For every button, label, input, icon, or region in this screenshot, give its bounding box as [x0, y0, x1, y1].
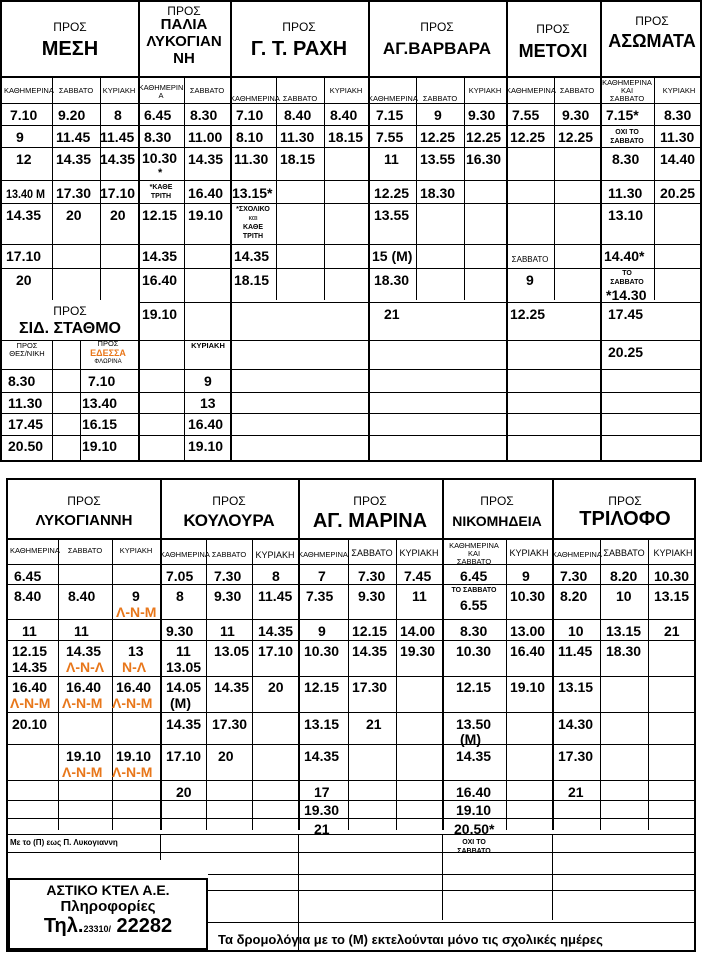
time-cell: 8	[114, 107, 122, 123]
time-cell: 8.30	[190, 107, 218, 123]
time-cell: 19.10	[456, 802, 492, 818]
time-cell: 7.30	[358, 568, 386, 584]
time-cell: 8.40	[14, 588, 42, 604]
time-cell: 12.15	[304, 679, 340, 695]
time-cell: 14.40	[660, 151, 696, 167]
time-cell: 16.40	[188, 416, 224, 432]
day-label: ΚΑΘΗΜΕΡΙΝΑ	[10, 546, 60, 555]
time-cell: 11.45	[56, 129, 91, 145]
time-cell: 8.40	[284, 107, 312, 123]
time-cell: 17.30	[56, 185, 92, 201]
time-cell: 11.00	[188, 129, 223, 145]
bottom-timetable	[6, 478, 696, 952]
sub-header-thess: ΠΡΟΣ ΘΕΣ/ΝΙΚΗ	[9, 341, 45, 358]
time-cell: 17.30	[352, 679, 388, 695]
day-label: ΚΑΘΗΜΕΡΙΝ Α	[138, 83, 184, 100]
time-cell: 20	[110, 207, 126, 223]
time-cell: 9	[434, 107, 442, 123]
footnote-p: Με το (Π) εως Π. Λυκογιαννη	[10, 838, 118, 847]
time-cell: 16.40	[66, 679, 102, 695]
time-cell: 19.30	[400, 643, 436, 659]
day-label: ΣΑΒΒΑΤΟ	[422, 94, 458, 103]
time-cell: 12.15	[142, 207, 178, 223]
time-cell: 13.40	[82, 395, 118, 411]
info-box	[8, 878, 208, 950]
header-pros: ΠΡΟΣ	[67, 494, 101, 508]
time-cell: 19.10	[82, 438, 118, 454]
route-code: Λ-Ν-Μ	[62, 764, 103, 780]
header-asomata: ΑΣΩΜΑΤΑ	[608, 31, 696, 51]
time-cell: 13.15	[304, 716, 340, 732]
time-cell: 10	[568, 623, 584, 639]
time-cell: 20	[218, 748, 234, 764]
time-cell: 14.35	[6, 207, 42, 223]
time-cell: 19.30	[304, 802, 340, 818]
time-cell: 11.45	[558, 643, 593, 659]
note-not-saturday: ΟΧΙ ΤΟ ΣΑΒΒΑΤΟ	[610, 129, 644, 145]
time-cell: 17.10	[258, 643, 294, 659]
day-label: ΚΑΘΗΜΕΡΙΝΑ	[552, 550, 602, 559]
time-cell: 8.20	[560, 588, 588, 604]
time-cell: 13.05	[214, 643, 250, 659]
time-cell: 14.35	[214, 679, 250, 695]
day-label: ΚΑΘΗΜΕΡΙΝΑ	[4, 86, 54, 95]
time-cell: 16.15	[82, 416, 118, 432]
time-cell: 20	[176, 784, 192, 800]
time-cell: 7.35	[306, 588, 334, 604]
time-cell: 16.40	[510, 643, 546, 659]
time-cell: 12.25	[374, 185, 410, 201]
time-cell: 9.30	[358, 588, 386, 604]
time-cell: 11.30	[608, 185, 643, 201]
header-mesi: ΜΕΣΗ	[41, 38, 99, 60]
route-code: Ν-Λ	[122, 659, 147, 675]
time-cell: 6.45	[144, 107, 172, 123]
time-cell: 20.50*	[454, 821, 495, 837]
time-cell: 9	[522, 568, 530, 584]
time-cell: 6.45	[460, 568, 488, 584]
note-saturday: ΤΟ ΣΑΒΒΑΤΟ	[451, 587, 497, 594]
route-code: Λ-Ν-Μ	[116, 604, 157, 620]
day-label: ΚΑΘΗΜΕΡΙΝΑ ΚΑΙ ΣΑΒΒΑΤΟ	[449, 541, 499, 566]
note-school: *ΣΧΟΛΙΚΟ και ΚΑΘΕ ΤΡΙΤΗ	[236, 206, 270, 240]
time-cell: 17.30	[558, 748, 594, 764]
day-label: ΣΑΒΒΑΤΟ	[282, 94, 318, 103]
top-timetable	[0, 0, 702, 462]
header-kouloura: ΚΟΥΛΟΥΡΑ	[183, 511, 275, 530]
phone: Τηλ.23310/ 22282	[43, 915, 173, 937]
time-cell: 10.30	[142, 150, 178, 166]
day-label: ΚΑΘΗΜΕΡΙΝΑ	[368, 94, 418, 103]
time-cell: 20.50	[8, 438, 44, 454]
time-cell: 9	[132, 588, 140, 604]
time-cell: 16.40	[188, 185, 224, 201]
time-cell: 8.30	[664, 107, 692, 123]
time-cell: 9	[526, 272, 534, 288]
time-cell: 7	[318, 568, 326, 584]
time-cell: 10.30	[654, 568, 690, 584]
time-cell: 10	[616, 588, 632, 604]
time-cell: 9	[318, 623, 326, 639]
day-label: ΚΥΡΙΑΚΗ	[102, 86, 136, 95]
time-cell: 14.00	[400, 623, 436, 639]
time-cell: 9.30	[562, 107, 590, 123]
time-cell: 18.30	[374, 272, 410, 288]
time-cell: 16.40	[142, 272, 178, 288]
note-every-tuesday: *ΚΑΘΕ ΤΡΙΤΗ	[149, 184, 173, 200]
time-cell: 14.35	[142, 248, 178, 264]
time-cell: 14.35	[100, 151, 136, 167]
note-not-saturday: ΟΧΙ ΤΟ ΣΑΒΒΑΤΟ	[457, 839, 491, 855]
day-label: ΣΑΒΒΑΤΟ	[189, 86, 225, 95]
time-cell: 19.10	[116, 748, 152, 764]
time-cell: 19.10	[188, 438, 224, 454]
header-rachi: Γ. Τ. ΡΑΧΗ	[250, 38, 348, 60]
time-cell: 12.15	[456, 679, 492, 695]
time-cell: 14.35	[188, 151, 224, 167]
route-code: Λ-Ν-Λ	[66, 659, 105, 675]
time-cell: 8.30	[144, 129, 172, 145]
day-label: ΚΥΡΙΑΚΗ	[509, 548, 549, 558]
time-cell: (Μ)	[460, 731, 481, 747]
time-cell: 8.40	[68, 588, 96, 604]
time-cell: 17.30	[212, 716, 248, 732]
time-cell: 14.35	[234, 248, 270, 264]
time-cell: 8.10	[236, 129, 264, 145]
time-cell: 10.30	[304, 643, 340, 659]
time-cell: 8.30	[612, 151, 640, 167]
saturday-label: ΣΑΒΒΑΤΟ	[511, 255, 549, 264]
time-cell: 7.10	[236, 107, 264, 123]
time-cell: 7.10	[10, 107, 38, 123]
note-saturday: ΤΟ ΣΑΒΒΑΤΟ	[610, 270, 644, 286]
day-label: ΚΑΘΗΜΕΡΙΝΑ ΚΑΙ ΣΑΒΒΑΤΟ	[602, 78, 652, 103]
time-cell: 9	[16, 129, 24, 145]
header-pros: ΠΡΟΣ	[53, 20, 87, 34]
time-cell: 14.35	[66, 643, 102, 659]
day-label: ΚΥΡΙΑΚΗ	[468, 86, 502, 95]
footer-note: Τα δρομολόγια με το (Μ) εκτελούνται μόνο τις σχολικές ημέρες	[218, 932, 603, 947]
header-pros: ΠΡΟΣ	[420, 20, 454, 34]
time-cell: 11.30	[234, 151, 269, 167]
time-cell: 21	[664, 623, 680, 639]
time-cell: 17.45	[8, 416, 44, 432]
time-cell: 19.10	[142, 306, 178, 322]
day-label: ΣΑΒΒΑΤΟ	[58, 86, 94, 95]
time-cell: 13.55	[374, 207, 410, 223]
header-pros: ΠΡΟΣ	[282, 20, 316, 34]
time-cell: 16.30	[466, 151, 502, 167]
header-marina: ΑΓ. ΜΑΡΙΝΑ	[312, 510, 428, 532]
header-pros: ΠΡΟΣ	[353, 494, 387, 508]
company-name: ΑΣΤΙΚΟ ΚΤΕΛ Α.Ε.	[46, 882, 170, 898]
time-cell: 15 (Μ)	[372, 248, 413, 264]
time-cell: 10.30	[456, 643, 492, 659]
time-cell: 19.10	[188, 207, 224, 223]
time-cell: 12.25	[510, 129, 546, 145]
day-label: ΚΥΡΙΑΚΗ	[653, 548, 693, 558]
time-cell: 17.10	[6, 248, 42, 264]
time-cell: 11	[384, 151, 399, 167]
time-cell: 17.10	[100, 185, 136, 201]
time-cell: 11.45	[258, 588, 293, 604]
time-cell: 12.25	[558, 129, 594, 145]
time-cell: 7.15	[376, 107, 404, 123]
time-cell: 13.15	[606, 623, 642, 639]
time-cell: 13.05	[166, 659, 202, 675]
route-code: Λ-Ν-Μ	[10, 695, 51, 711]
time-cell: 14.05	[166, 679, 202, 695]
time-cell: 13.50	[456, 716, 492, 732]
time-cell: 17.10	[166, 748, 202, 764]
time-cell: 7.45	[404, 568, 432, 584]
day-label: ΚΥΡΙΑΚΗ	[329, 86, 363, 95]
time-cell: 8	[272, 568, 280, 584]
time-cell: 11	[74, 623, 89, 639]
time-cell: 7.05	[166, 568, 194, 584]
day-label: ΚΑΘΗΜΕΡΙΝΑ	[506, 86, 556, 95]
time-cell: 20	[268, 679, 284, 695]
day-label: ΚΥΡΙΑΚΗ	[662, 86, 696, 95]
time-cell: 21	[384, 306, 400, 322]
header-pros: ΠΡΟΣ	[608, 494, 642, 508]
time-cell: 18.15	[328, 129, 364, 145]
time-cell: 13.55	[420, 151, 456, 167]
time-cell: 8.20	[610, 568, 638, 584]
header-nikomideia: ΝΙΚΟΜΗΔΕΙΑ	[452, 513, 542, 529]
time-cell: 12	[16, 151, 32, 167]
day-label: ΚΑΘΗΜΕΡΙΝΑ	[230, 94, 280, 103]
time-cell: 20.25	[608, 344, 644, 360]
time-cell: 11	[176, 643, 191, 659]
time-cell: 17	[314, 784, 330, 800]
time-cell: 20	[16, 272, 32, 288]
time-cell: 16.40	[116, 679, 152, 695]
time-cell: 12.25	[466, 129, 502, 145]
info-label: Πληροφορίες	[60, 898, 156, 915]
time-cell: 8.30	[8, 373, 36, 389]
time-cell: *14.30	[606, 287, 647, 303]
time-cell: 20	[66, 207, 82, 223]
day-label: ΚΑΘΗΜΕΡΙΝΑ	[160, 550, 210, 559]
header-pros: ΠΡΟΣ	[212, 494, 246, 508]
header-pros: ΠΡΟΣ	[480, 494, 514, 508]
time-cell: 13	[128, 643, 144, 659]
time-cell: 21	[314, 821, 330, 837]
time-cell: 13.00	[510, 623, 546, 639]
day-label: ΣΑΒΒΑΤΟ	[603, 548, 645, 558]
day-label: ΣΑΒΒΑΤΟ	[211, 550, 247, 559]
sub-header-edessa: ΠΡΟΣ ΕΔΕΣΣΑ ΦΛΩΡΙΝΑ	[90, 339, 126, 365]
day-label: ΣΑΒΒΑΤΟ	[351, 548, 393, 558]
header-trilofo: ΤΡΙΛΟΦΟ	[579, 508, 671, 530]
time-cell: 7.30	[214, 568, 242, 584]
time-cell: 19.10	[66, 748, 102, 764]
time-cell: 14.35	[258, 623, 294, 639]
time-cell: 19.10	[510, 679, 546, 695]
time-cell: 12.25	[420, 129, 456, 145]
time-cell: 13.40 Μ	[6, 187, 46, 201]
time-cell: 8	[176, 588, 184, 604]
time-cell: 12.15	[352, 623, 388, 639]
time-cell: 13.15	[558, 679, 594, 695]
time-cell: 7.55	[376, 129, 404, 145]
route-code: Λ-Ν-Μ	[112, 695, 153, 711]
time-cell: 11	[412, 588, 427, 604]
day-label: ΚΥΡΙΑΚΗ	[191, 341, 225, 350]
day-label: ΣΑΒΒΑΤΟ	[67, 546, 103, 555]
time-cell: 14.30	[558, 716, 594, 732]
header-pros: ΠΡΟΣ	[53, 304, 87, 318]
time-cell: 18.30	[420, 185, 456, 201]
time-cell: 13.10	[608, 207, 644, 223]
time-cell: 18.15	[280, 151, 316, 167]
time-cell: 12.25	[510, 306, 546, 322]
time-cell: 14.35	[56, 151, 92, 167]
time-cell: 7.30	[560, 568, 588, 584]
time-cell: 11.30	[280, 129, 315, 145]
time-cell: 20.10	[12, 716, 48, 732]
time-cell: (Μ)	[170, 695, 191, 711]
time-cell: 14.35	[12, 659, 48, 675]
time-cell: 21	[568, 784, 584, 800]
time-cell: 13.15	[654, 588, 690, 604]
time-cell: 11.30	[8, 395, 43, 411]
day-label: ΚΑΘΗΜΕΡΙΝΑ	[298, 550, 348, 559]
day-label: ΣΑΒΒΑΤΟ	[559, 86, 595, 95]
time-cell: 8.40	[330, 107, 358, 123]
route-code: Λ-Ν-Μ	[62, 695, 103, 711]
time-cell: 14.35	[304, 748, 340, 764]
header-palia: ΠΑΛΙΑ ΛΥΚΟΓΙΑΝ ΝΗ	[146, 16, 222, 67]
time-cell: 14.35	[456, 748, 492, 764]
time-cell: 9.30	[214, 588, 242, 604]
time-cell: 18.30	[606, 643, 642, 659]
time-cell: 11.45	[100, 129, 135, 145]
route-code: Λ-Ν-Μ	[112, 764, 153, 780]
time-cell: 14.35	[352, 643, 388, 659]
time-cell: 13	[200, 395, 216, 411]
header-metochi: ΜΕΤΟΧΙ	[518, 41, 588, 61]
header-pros: ΠΡΟΣ	[167, 4, 201, 18]
header-pros: ΠΡΟΣ	[635, 14, 669, 28]
asterisk: *	[158, 167, 163, 179]
time-cell: 17.45	[608, 306, 644, 322]
header-lykogianni: ΛΥΚΟΓΙΑΝΝΗ	[35, 512, 133, 529]
time-cell: 7.15*	[606, 107, 639, 123]
time-cell: 11	[220, 623, 235, 639]
time-cell: 14.40*	[604, 248, 645, 264]
day-label: ΚΥΡΙΑΚΗ	[255, 550, 295, 560]
time-cell: 9	[204, 373, 212, 389]
time-cell: 7.55	[512, 107, 540, 123]
time-cell: 11	[22, 623, 37, 639]
time-cell: 9.20	[58, 107, 86, 123]
time-cell: 12.15	[12, 643, 48, 659]
header-varvara: ΑΓ.ΒΑΡΒΑΡΑ	[382, 39, 492, 58]
time-cell: 6.55	[460, 597, 488, 613]
time-cell: 18.15	[234, 272, 270, 288]
header-station: ΣΙΔ. ΣΤΑΘΜΟ	[19, 320, 121, 337]
time-cell: 6.45	[14, 568, 42, 584]
time-cell: 7.10	[88, 373, 116, 389]
time-cell: 21	[366, 716, 382, 732]
time-cell: 9.30	[468, 107, 496, 123]
time-cell: 8.30	[460, 623, 488, 639]
time-cell: 14.35	[166, 716, 202, 732]
time-cell: 16.40	[456, 784, 492, 800]
time-cell: 16.40	[12, 679, 48, 695]
day-label: ΚΥΡΙΑΚΗ	[119, 546, 153, 555]
header-pros: ΠΡΟΣ	[536, 22, 570, 36]
time-cell: 11.30	[660, 129, 695, 145]
time-cell: 13.15*	[232, 185, 273, 201]
day-label: ΚΥΡΙΑΚΗ	[399, 548, 439, 558]
time-cell: 10.30	[510, 588, 546, 604]
time-cell: 9.30	[166, 623, 194, 639]
time-cell: 20.25	[660, 185, 696, 201]
